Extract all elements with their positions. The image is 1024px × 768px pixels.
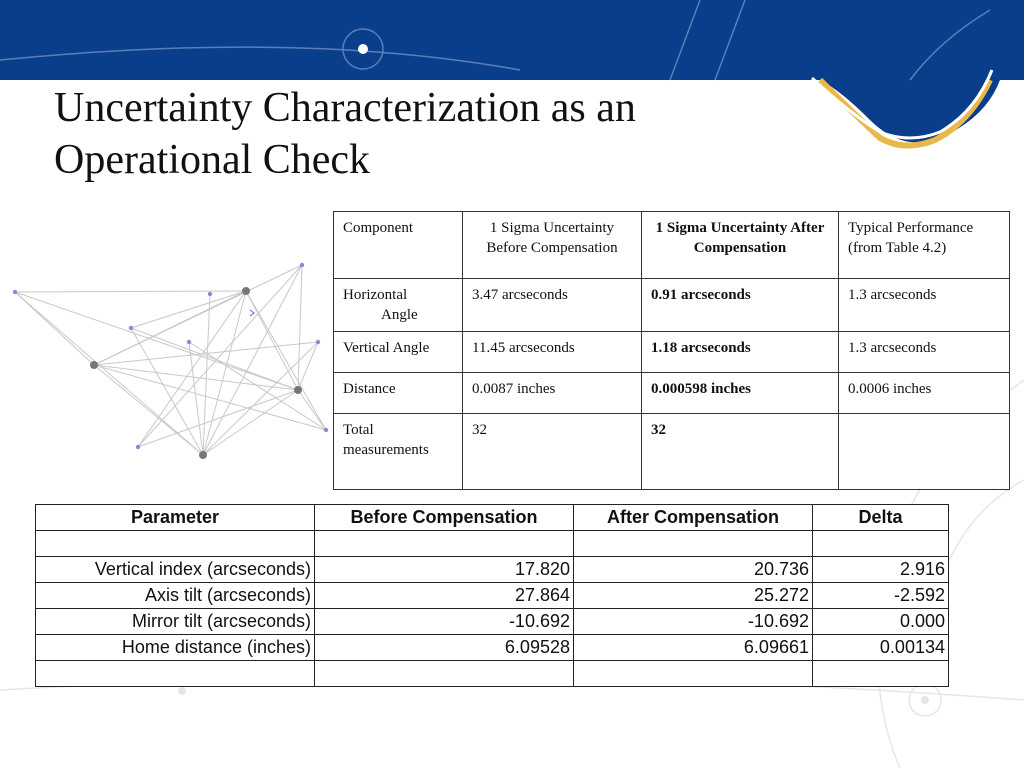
table-row xyxy=(36,557,949,583)
empty-cell xyxy=(315,661,574,687)
header-before-compensation: Before Compensation xyxy=(315,505,574,531)
cell-after: 20.736 xyxy=(574,557,813,583)
cell-before: 0.0087 inches xyxy=(463,373,642,414)
cell-delta: 0.000 xyxy=(813,609,949,635)
header-before-compensation: 1 Sigma Uncertainty Before Compensation xyxy=(463,212,642,279)
cell-after: -10.692 xyxy=(574,609,813,635)
empty-cell xyxy=(36,531,315,557)
table-header-row xyxy=(334,212,1010,279)
cell-before: 32 xyxy=(463,414,642,490)
cell-before: 6.09528 xyxy=(315,635,574,661)
cell-typical: 0.0006 inches xyxy=(839,373,1010,414)
cell-typical: 1.3 arcseconds xyxy=(839,279,1010,332)
cell-component: Distance xyxy=(334,373,463,414)
cell-typical: 1.3 arcseconds xyxy=(839,332,1010,373)
survey-network-diagram xyxy=(0,255,340,465)
table-row-empty xyxy=(36,531,949,557)
header-typical-performance: Typical Performance (from Table 4.2) xyxy=(839,212,1010,279)
cell-before: -10.692 xyxy=(315,609,574,635)
header-after-compensation: 1 Sigma Uncertainty After Compensation xyxy=(642,212,839,279)
empty-cell xyxy=(813,531,949,557)
table-row xyxy=(36,635,949,661)
cell-after: 32 xyxy=(642,414,839,490)
cell-delta: 2.916 xyxy=(813,557,949,583)
table-row-empty xyxy=(36,661,949,687)
cell-after: 0.91 arcseconds xyxy=(642,279,839,332)
cell-parameter: Axis tilt (arcseconds) xyxy=(36,583,315,609)
empty-cell xyxy=(574,531,813,557)
header-parameter: Parameter xyxy=(36,505,315,531)
table-row xyxy=(36,583,949,609)
cell-typical xyxy=(839,414,1010,490)
cell-after: 6.09661 xyxy=(574,635,813,661)
cell-parameter: Vertical index (arcseconds) xyxy=(36,557,315,583)
table-row xyxy=(334,414,1010,490)
cell-component: Vertical Angle xyxy=(334,332,463,373)
table-row xyxy=(334,332,1010,373)
header-after-compensation: After Compensation xyxy=(574,505,813,531)
cell-after: 1.18 arcseconds xyxy=(642,332,839,373)
cell-before: 3.47 arcseconds xyxy=(463,279,642,332)
slide-title-line1: Uncertainty Characterization as an xyxy=(54,85,636,131)
table-header-row xyxy=(36,505,949,531)
table-row xyxy=(334,279,1010,332)
cell-before: 11.45 arcseconds xyxy=(463,332,642,373)
cell-delta: -2.592 xyxy=(813,583,949,609)
cell-component-line1: Horizontal xyxy=(343,287,408,303)
slide-title xyxy=(54,82,794,186)
cell-before: 27.864 xyxy=(315,583,574,609)
cell-before: 17.820 xyxy=(315,557,574,583)
slide-title-line2: Operational Check xyxy=(54,137,371,183)
cell-after: 0.000598 inches xyxy=(642,373,839,414)
empty-cell xyxy=(813,661,949,687)
uncertainty-comparison-table xyxy=(333,211,1010,490)
empty-cell xyxy=(574,661,813,687)
cell-component: Total measurements xyxy=(334,414,463,490)
cell-component-line2: Angle xyxy=(381,307,418,323)
empty-cell xyxy=(315,531,574,557)
cell-after: 25.272 xyxy=(574,583,813,609)
compensation-parameter-table xyxy=(35,504,949,687)
empty-cell xyxy=(36,661,315,687)
header-component: Component xyxy=(334,212,463,279)
table-row xyxy=(36,609,949,635)
cell-delta: 0.00134 xyxy=(813,635,949,661)
table-row xyxy=(334,373,1010,414)
cell-parameter: Mirror tilt (arcseconds) xyxy=(36,609,315,635)
cell-parameter: Home distance (inches) xyxy=(36,635,315,661)
cell-component xyxy=(334,279,463,332)
header-delta: Delta xyxy=(813,505,949,531)
